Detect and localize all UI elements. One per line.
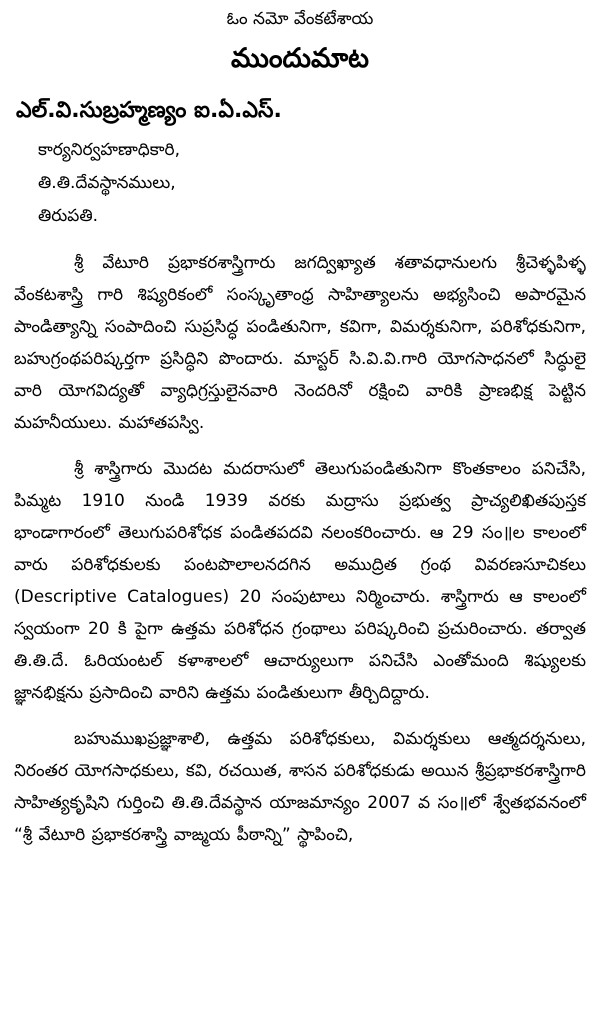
designation-line-office: కార్యనిర్వహణాధికారి,	[38, 140, 180, 160]
page-title: ముందుమాట	[230, 43, 370, 74]
invocation-line: ఓం నమో వేంకటేశాయ	[226, 9, 374, 29]
paragraph-3: బహుముఖప్రజ్ఞాశాలి, ఉత్తమ పరిశోధకులు, విమర్శకులు ఆత్మదర్శనులు, నిరంతర యోగసాధకులు, కవి, రచయిత, శాసన పరిశోధకుడు అయిన శ్రీప్రభాకరశాస్త్రిగారి సాహిత్యకృషిని గుర్తించి తి.తి.దేవస్థాన యాజమాన్యం 2007 వ సం॥లో శ్వేతభవనంలో “శ్రీ వేటూరి ప్రభాకరశాస్త్రి వాఙ్మయ పీఠాన్ని” స్థాపించి,	[14, 729, 586, 845]
author-name: ఎల్.వి.సుబ్రహ్మణ్యం ఐ.ఏ.ఎస్.	[16, 98, 282, 123]
paragraph-2: శ్రీ శాస్త్రిగారు మొదట మదరాసులో తెలుగుపండితునిగా కొంతకాలం పనిచేసి, పిమ్మట 1910 నుండి 1939 వరకు మద్రాసు ప్రభుత్వ ప్రాచ్యలిఖితపుస్తక భాండాగారంలో తెలుగుపరిశోధక పండితపదవి నలంకరించారు. ఆ 29 సం॥ల కాలంలో వారు పరిశోధకులకు పంటపొలాలనదగిన అముద్రిత గ్రంథ వివరణసూచికలు (Descriptive Catalogues) 20 సంపుటాలు నిర్మించారు. శాస్త్రిగారు ఆ కాలంలో స్వయంగా 20 కి పైగా ఉత్తమ పరిశోధన గ్రంథాలు పరిష్కరించి ప్రచురించారు. తర్వాత తి.తి.దే. ఓరియంటల్ కళాశాలలో ఆచార్యులుగా పనిచేసి ఎంతోమంది శిష్యులకు జ్ఞానభిక్షను ప్రసాదించి వారిని ఉత్తమ పండితులుగా తీర్చిదిద్దారు.	[14, 459, 586, 703]
author-designation	[38, 134, 586, 233]
designation-line-place: తిరుపతి.	[38, 206, 99, 226]
designation-line-organization: తి.తి.దేవస్థానములు,	[38, 173, 176, 193]
paragraph-1: శ్రీ వేటూరి ప్రభాకరశాస్త్రిగారు జగద్విఖ్యాత శతావధానులగు శ్రీచెళ్ళపిళ్ళ వేంకటశాస్త్రి గారి శిష్యరికంలో సంస్కృతాంధ్ర సాహిత్యాలను అభ్యసించి అపారమైన పాండిత్యాన్ని సంపాదించి సుప్రసిద్ధ పండితునిగా, కవిగా, విమర్శకునిగా, పరిశోధకునిగా, బహుగ్రంథపరిష్కర్తగా ప్రసిద్ధిని పొందారు. మాస్టర్ సి.వి.వి.గారి యోగసాధనలో సిద్ధులై వారి యోగవిద్యతో వ్యాధిగ్రస్తులైనవారి నెందరినో రక్షించి వారికి ప్రాణభిక్ష పెట్టిన మహనీయులు. మహాతపస్వి.	[14, 253, 586, 433]
